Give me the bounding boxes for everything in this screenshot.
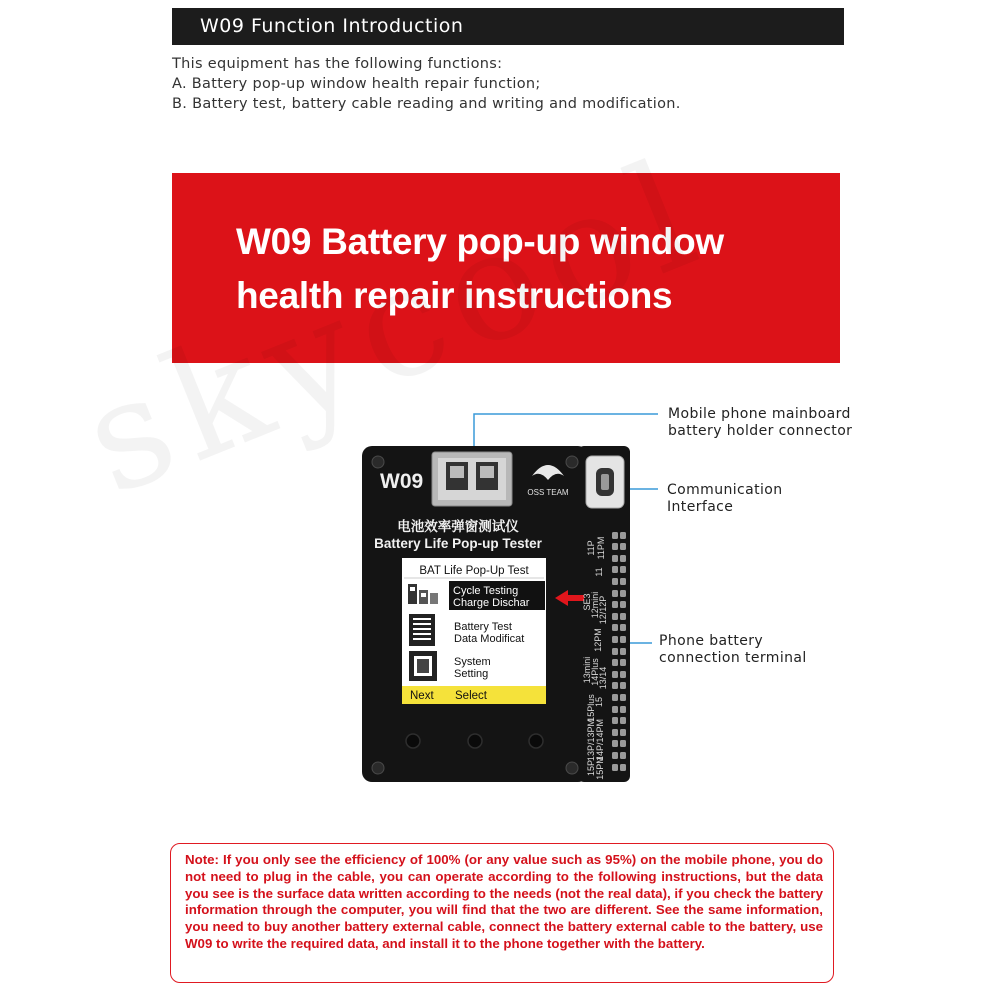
- terminal-pad: [612, 578, 618, 585]
- terminal-label: 12/12P: [598, 595, 608, 625]
- terminal-pad: [612, 682, 618, 689]
- terminal-pad: [612, 764, 618, 771]
- device-button: [406, 734, 420, 748]
- terminal-pad: [612, 706, 618, 713]
- menu-item-label: Setting: [454, 668, 489, 680]
- callout-line-text: battery holder connector: [668, 423, 853, 439]
- device-button: [468, 734, 482, 748]
- screen-footer-next: Next: [410, 690, 434, 702]
- terminal-label: 13/14: [598, 666, 608, 690]
- brand-label: OSS TEAM: [527, 488, 569, 497]
- terminal-label: 15: [594, 696, 604, 708]
- callout-line-text: Communication: [667, 482, 783, 498]
- screen-footer-select: Select: [455, 690, 487, 702]
- terminal-pad: [620, 543, 626, 550]
- screw-icon: [566, 456, 578, 468]
- terminal-label: 11P: [586, 540, 596, 556]
- terminal-pad: [620, 613, 626, 620]
- terminal-pad: [620, 648, 626, 655]
- terminal-pad: [620, 682, 626, 689]
- terminal-pad: [620, 636, 626, 643]
- terminal-pad: [620, 578, 626, 585]
- menu-item-label: Charge Dischar: [453, 597, 530, 609]
- screw-icon: [566, 762, 578, 774]
- device-title-cn: 电池效率弹窗测试仪: [397, 519, 519, 535]
- terminal-label: 13P/13PM: [586, 718, 596, 762]
- terminal-pad: [612, 694, 618, 701]
- usb-c-port-tongue: [601, 474, 609, 490]
- terminal-label: 15Plus: [586, 694, 596, 722]
- terminal-label: 15P: [586, 759, 596, 777]
- terminal-label: 12mini: [590, 591, 600, 619]
- note-text: Note: If you only see the efficiency of 100% (or any value such as 95%) on the mobile phone, you do not need to plug in the cable, you can operate according to the following instructions, but the data you see is the surface data written according to the needs (not the real data), if you check the battery information through the computer, you will find that the two are different. See the same information, you need to buy another battery external cable, connect the battery external cable to the battery, use W09 to write the required data, and install it to the phone together with the battery.: [185, 852, 823, 951]
- menu-item-label: Battery Test: [454, 621, 512, 633]
- intro-line: B. Battery test, battery cable reading and writing and modification.: [172, 96, 681, 112]
- terminal-label: SE3: [582, 593, 592, 611]
- terminal-label: 15PM: [595, 756, 605, 780]
- connector-callout: [668, 406, 852, 440]
- terminal-pad: [612, 624, 618, 631]
- terminal-label: 13mini: [582, 656, 592, 684]
- screw-icon: [372, 762, 384, 774]
- terminal-label: 14Plus: [590, 658, 600, 686]
- terminal-label: 11: [594, 567, 604, 577]
- terminal-pad: [620, 752, 626, 759]
- terminal-pad: [612, 566, 618, 573]
- screen-header: BAT Life Pop-Up Test: [419, 565, 529, 577]
- settings-screen-icon: [409, 651, 437, 681]
- terminal-pad: [620, 659, 626, 666]
- mainboard-connector: [432, 452, 512, 506]
- screw-icon: [372, 456, 384, 468]
- terminal-pad: [620, 532, 626, 539]
- terminal-pad: [612, 671, 618, 678]
- note-box: [170, 843, 834, 983]
- terminal-label: 11PM: [596, 536, 606, 560]
- terminal-pad: [620, 671, 626, 678]
- terminal-pad: [612, 613, 618, 620]
- communication-callout: [667, 482, 783, 516]
- terminal-pad: [620, 694, 626, 701]
- terminal-pad: [612, 740, 618, 747]
- menu-item-label: Cycle Testing: [453, 585, 519, 597]
- callout-line-text: connection terminal: [659, 650, 807, 666]
- device-model-label: W09: [380, 470, 424, 493]
- intro-line: A. Battery pop-up window health repair function;: [172, 76, 541, 92]
- menu-item-label: Data Modificat: [454, 633, 525, 645]
- terminal-pad: [612, 659, 618, 666]
- terminal-pad: [612, 532, 618, 539]
- callout-line-text: Mobile phone mainboard: [668, 406, 851, 422]
- terminal-label: 12PM: [593, 628, 603, 652]
- terminal-pad: [612, 752, 618, 759]
- section-title: W09 Function Introduction: [200, 15, 464, 37]
- terminal-callout: [659, 633, 807, 667]
- terminal-pad: [620, 590, 626, 597]
- banner-title-line: W09 Battery pop-up window: [236, 221, 724, 262]
- terminal-pad: [620, 624, 626, 631]
- banner-title-line: health repair instructions: [236, 275, 673, 316]
- terminal-pad: [620, 555, 626, 562]
- terminal-pad: [612, 555, 618, 562]
- terminal-pad: [612, 648, 618, 655]
- terminal-pad: [620, 566, 626, 573]
- terminal-pad: [612, 601, 618, 608]
- terminal-pad: [620, 706, 626, 713]
- device-title-en: Battery Life Pop-up Tester: [374, 536, 542, 551]
- terminal-label: 14P/14PM: [595, 718, 605, 762]
- terminal-pad: [620, 729, 626, 736]
- menu-item-label: System: [454, 656, 491, 668]
- terminal-pad: [620, 601, 626, 608]
- callout-line-text: Phone battery: [659, 633, 764, 649]
- document-icon: [409, 614, 435, 646]
- terminal-pad: [612, 636, 618, 643]
- terminal-pad: [620, 717, 626, 724]
- intro-line: This equipment has the following functions:: [172, 56, 503, 72]
- terminal-pad: [612, 590, 618, 597]
- terminal-pad: [612, 543, 618, 550]
- device-button: [529, 734, 543, 748]
- terminal-pad: [612, 717, 618, 724]
- terminal-pad: [612, 729, 618, 736]
- callout-line-text: Interface: [667, 499, 734, 515]
- terminal-pad: [620, 740, 626, 747]
- terminal-pad: [620, 764, 626, 771]
